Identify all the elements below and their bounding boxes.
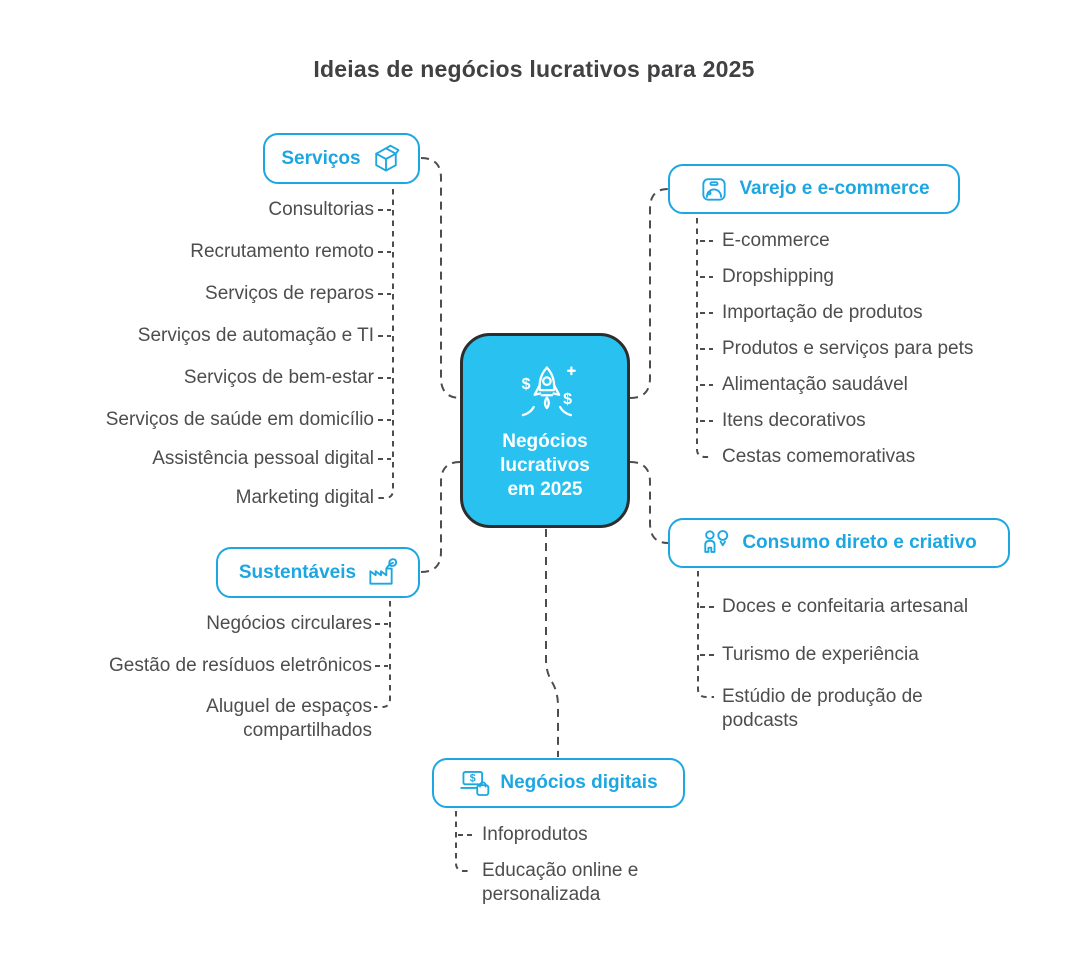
branch-node-label: Sustentáveis — [238, 561, 357, 583]
connector-path — [630, 189, 668, 398]
leaf-item: Infoprodutos — [482, 824, 588, 845]
branch-node-consumo — [668, 518, 1010, 568]
connector-path — [630, 462, 668, 543]
leaf-item: Serviços de bem-estar — [183, 367, 374, 388]
leaf-item: Negócios circulares — [206, 613, 372, 634]
connector-path — [421, 158, 461, 398]
leaf-item: E-commerce — [722, 230, 830, 251]
leaf-item: Estúdio de produção de podcasts — [722, 686, 923, 731]
svg-text:$: $ — [470, 772, 477, 785]
branch-node-label: Negócios digitais — [500, 772, 658, 793]
svg-text:$: $ — [563, 390, 573, 409]
branch-node-label: Varejo e e-commerce — [739, 178, 930, 199]
connector-path — [421, 462, 460, 572]
page-title: Ideias de negócios lucrativos para 2025 — [313, 56, 755, 82]
branch-node-servicos — [263, 133, 420, 184]
branch-node-digitais — [432, 758, 685, 808]
leaf-item: Educação online e personalizada — [482, 860, 639, 905]
leaf-item: Itens decorativos — [722, 410, 866, 431]
leaf-item: Alimentação saudável — [722, 374, 908, 395]
person-idea-icon — [701, 527, 733, 559]
center-node — [460, 333, 630, 528]
connector-path — [698, 571, 714, 697]
branch-node-varejo — [668, 164, 960, 214]
leaf-item: Aluguel de espaços compartilhados — [206, 696, 372, 741]
cube-icon — [370, 143, 402, 175]
leaf-item: Doces e confeitaria artesanal — [722, 596, 969, 617]
leaf-item: Gestão de resíduos eletrônicos — [109, 655, 372, 676]
svg-text:$: $ — [521, 375, 531, 394]
branch-node-label: Serviços — [281, 147, 361, 169]
leaf-item: Serviços de saúde em domicílio — [105, 409, 374, 430]
laptop-commerce-icon — [459, 767, 491, 799]
leaf-item: Produtos e serviços para pets — [722, 338, 974, 359]
center-label-line: lucrativos — [500, 455, 590, 476]
center-label-line: em 2025 — [507, 479, 583, 500]
leaf-item: Consultorias — [268, 199, 374, 220]
connector-path — [456, 811, 472, 871]
connector-path — [546, 529, 558, 757]
leaf-item: Dropshipping — [722, 266, 834, 287]
leaf-item: Assistência pessoal digital — [152, 448, 374, 469]
eco-factory-icon — [365, 557, 397, 589]
center-label-line: Negócios — [502, 431, 588, 452]
leaf-item: Marketing digital — [235, 487, 374, 508]
leaf-item: Recrutamento remoto — [190, 241, 374, 262]
leaf-item: Cestas comemorativas — [722, 446, 916, 467]
shopping-bag-icon — [698, 173, 730, 205]
leaf-item: Serviços de automação e TI — [137, 325, 374, 346]
connector-path — [377, 189, 393, 498]
leaf-item: Serviços de reparos — [205, 283, 374, 304]
rocket-dollar-icon — [503, 359, 587, 430]
connector-path — [374, 601, 390, 707]
branch-node-sustentaveis — [216, 547, 420, 598]
leaf-item: Turismo de experiência — [722, 644, 919, 665]
leaf-item: Importação de produtos — [722, 302, 923, 323]
branch-node-label: Consumo direto e criativo — [742, 532, 977, 553]
